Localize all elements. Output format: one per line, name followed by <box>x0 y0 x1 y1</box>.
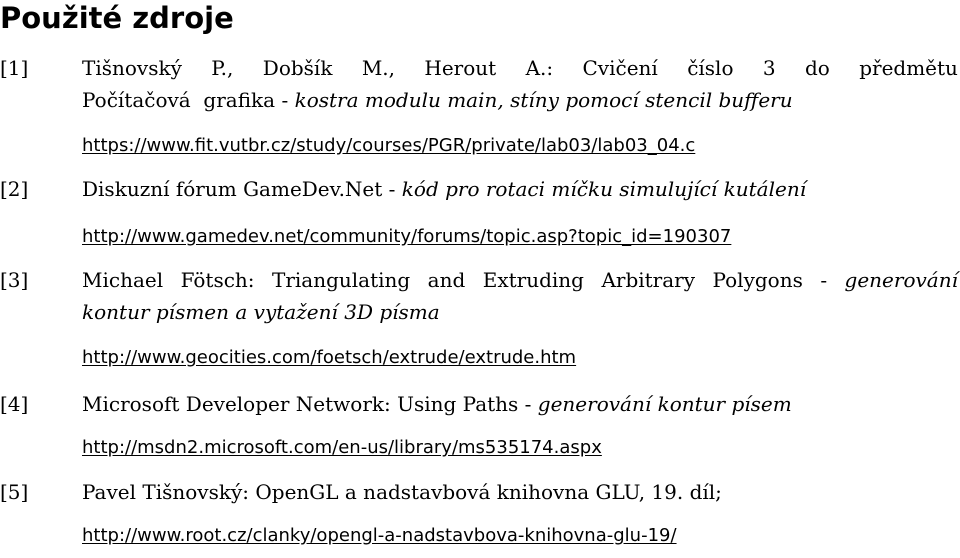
reference-text <box>82 52 958 116</box>
reference-text <box>82 264 958 328</box>
reference-line: Michael Fötsch: Triangulating and Extruding Arbitrary Polygons - generování <box>82 268 958 292</box>
reference-link[interactable]: http://www.root.cz/clanky/opengl-a-nadstavbova-knihovna-glu-19/ <box>82 525 677 546</box>
reference-number: [1] <box>0 56 29 80</box>
page-title: Použité zdroje <box>0 1 234 35</box>
reference-line: kontur písmen a vytažení 3D písma <box>82 300 440 324</box>
reference-number: [4] <box>0 392 29 416</box>
reference-line: Tišnovský P., Dobšík M., Herout A.: Cvičení číslo 3 do předmětu <box>82 56 958 80</box>
reference-number: [2] <box>0 177 29 201</box>
reference-text <box>82 388 958 420</box>
reference-number: [5] <box>0 480 29 504</box>
reference-text <box>82 173 958 205</box>
reference-line: Pavel Tišnovský: OpenGL a nadstavbová knihovna GLU, 19. díl; <box>82 480 722 504</box>
reference-link[interactable]: http://www.gamedev.net/community/forums/topic.asp?topic_id=190307 <box>82 226 732 247</box>
reference-link[interactable]: https://www.fit.vutbr.cz/study/courses/PGR/private/lab03/lab03_04.c <box>82 135 696 156</box>
reference-text <box>82 476 958 508</box>
reference-link[interactable]: http://msdn2.microsoft.com/en-us/library/ms535174.aspx <box>82 437 602 458</box>
reference-link[interactable]: http://www.geocities.com/foetsch/extrude/extrude.htm <box>82 347 577 368</box>
reference-number: [3] <box>0 268 29 292</box>
reference-line: Microsoft Developer Network: Using Paths - generování kontur písem <box>82 392 792 416</box>
reference-line: Diskuzní fórum GameDev.Net - kód pro rotaci míčku simulující kutálení <box>82 177 807 201</box>
reference-line: Počítačová grafika - kostra modulu main, stíny pomocí stencil bufferu <box>82 88 793 112</box>
